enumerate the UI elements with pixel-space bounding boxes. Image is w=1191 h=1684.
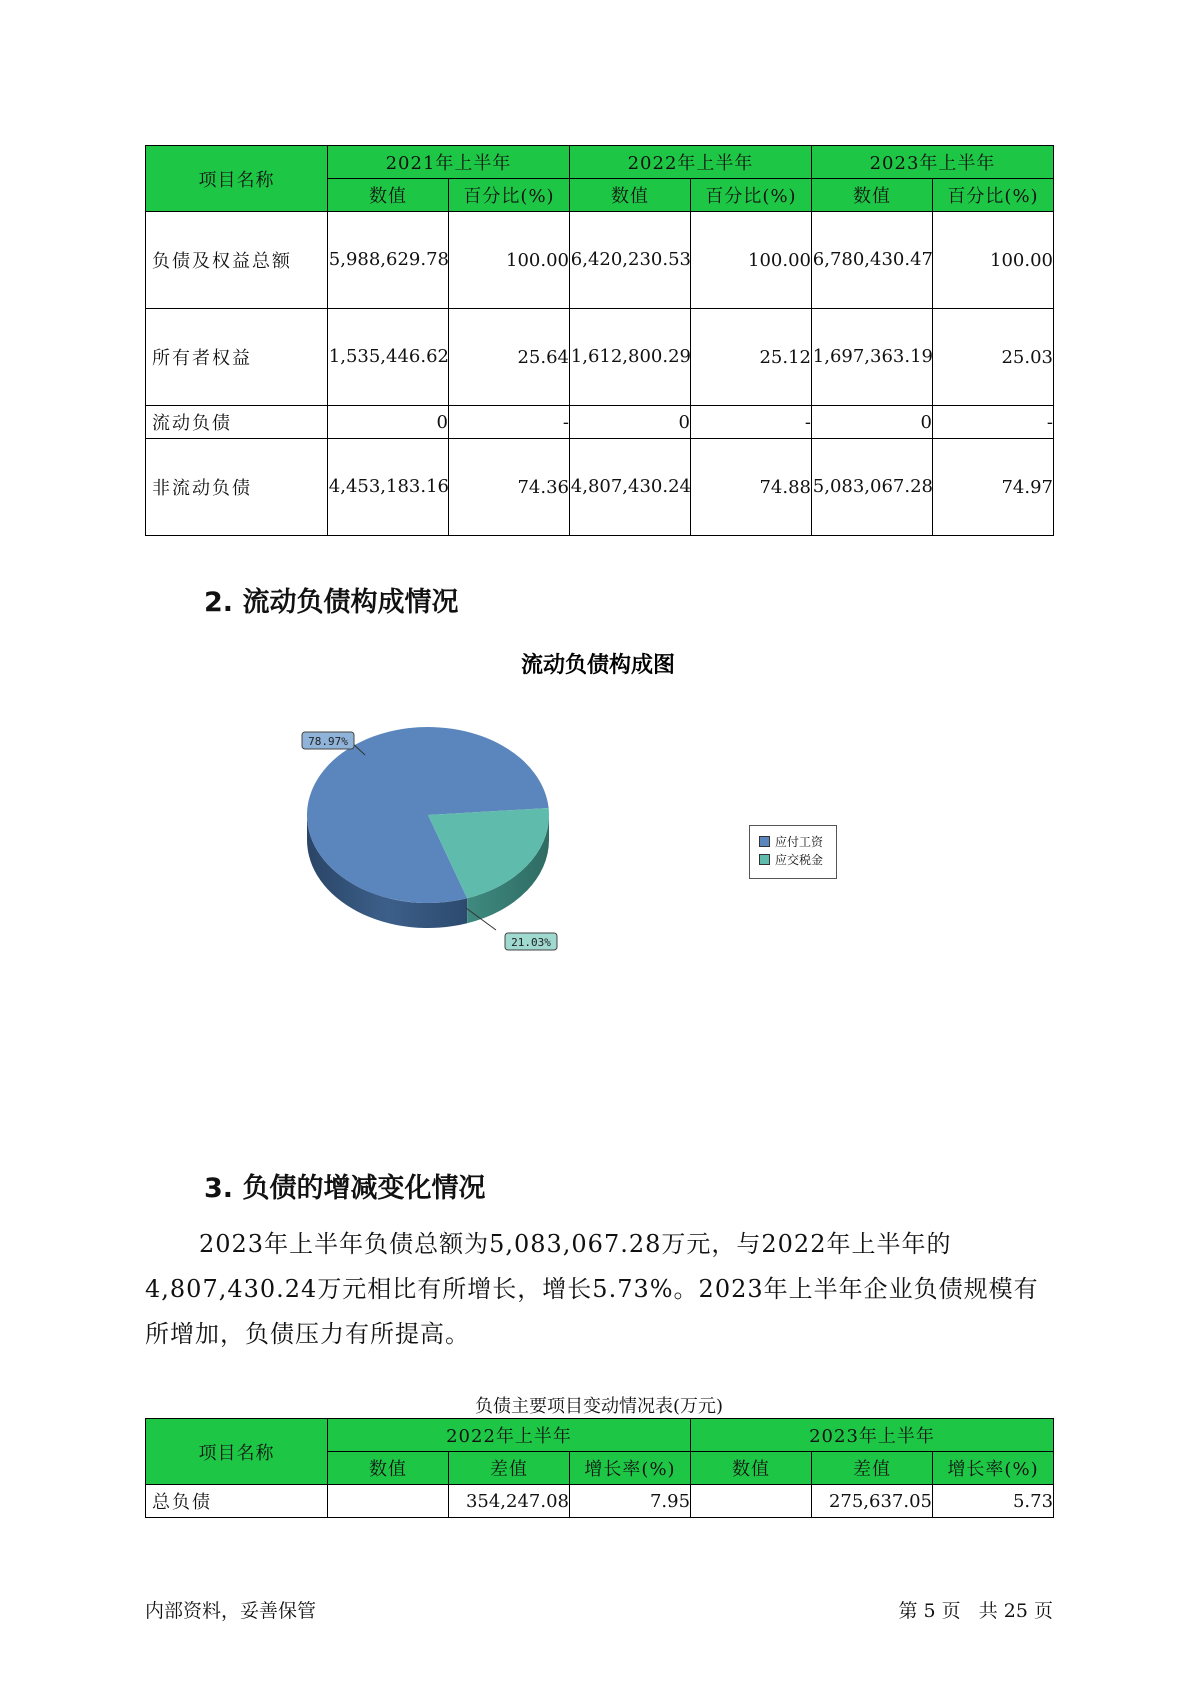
cell-percent: 25.03 [933, 309, 1054, 406]
section-2-heading: 2. 流动负债构成情况 [204, 587, 459, 618]
cell-percent: 100.00 [449, 212, 570, 309]
cell-value: 5,083,067.28 [812, 476, 933, 497]
table-row [146, 439, 1054, 536]
footer-page-number: 第 5 页 共 25 页 [898, 1600, 1053, 1622]
chart-legend [749, 825, 837, 879]
legend-item [759, 850, 836, 868]
body-paragraph: 2023年上半年负债总额为5,083,067.28万元，与2022年上半年的4,807,430.24万元相比有所增长，增长5.73%。2023年上半年企业负债规模有所增加，负债压力有所提高。 [145, 1230, 1039, 1348]
row-label: 所有者权益 [146, 309, 328, 406]
cell-percent: - [691, 406, 812, 439]
cell-value: 1,697,363.19 [812, 346, 933, 367]
cell-value: 0 [570, 406, 691, 439]
cell-growth: 7.95 [570, 1485, 691, 1518]
pie-chart [0, 640, 1191, 1060]
cell-value: 1,535,446.62 [328, 346, 449, 367]
cell-value [691, 1485, 812, 1518]
cell-percent: 25.64 [449, 309, 570, 406]
header-value: 数值 [570, 179, 691, 212]
table-row [146, 309, 1054, 406]
row-label: 非流动负债 [146, 439, 328, 536]
header-percent: 百分比(%) [691, 179, 812, 212]
cell-percent: 74.36 [449, 439, 570, 536]
cell-percent: 100.00 [691, 212, 812, 309]
data-label-taxes: 21.03% [511, 936, 551, 949]
cell-value: 4,807,430.24 [570, 476, 691, 497]
legend-item [759, 832, 836, 850]
header-percent: 百分比(%) [449, 179, 570, 212]
section-3-heading: 3. 负债的增减变化情况 [204, 1173, 486, 1204]
row-label: 负债及权益总额 [146, 212, 328, 309]
header-diff: 差值 [812, 1452, 933, 1485]
cell-value: 6,780,430.47 [812, 249, 933, 270]
cell-value: 0 [812, 406, 933, 439]
header-year-2022: 2022年上半年 [328, 1419, 691, 1452]
cell-value [328, 1485, 449, 1518]
header-year-2023: 2023年上半年 [812, 146, 1054, 179]
header-year-2023: 2023年上半年 [691, 1419, 1054, 1452]
row-label: 总负债 [146, 1485, 328, 1518]
header-value: 数值 [812, 179, 933, 212]
cell-value: 1,612,800.29 [570, 346, 691, 367]
legend-label: 应付工资 [775, 834, 824, 849]
header-value: 数值 [328, 179, 449, 212]
header-percent: 百分比(%) [933, 179, 1054, 212]
table-row [146, 406, 1054, 439]
header-growth: 增长率(%) [933, 1452, 1054, 1485]
cell-value: 0 [328, 406, 449, 439]
row-label: 流动负债 [146, 406, 328, 439]
legend-swatch [759, 836, 770, 847]
cell-percent: 100.00 [933, 212, 1054, 309]
header-item-name: 项目名称 [146, 146, 328, 212]
cell-value: 5,988,629.78 [328, 249, 449, 270]
cell-percent: - [449, 406, 570, 439]
header-year-2022: 2022年上半年 [570, 146, 812, 179]
header-item-name: 项目名称 [146, 1419, 328, 1485]
cell-diff: 354,247.08 [449, 1485, 570, 1518]
data-label-wages: 78.97% [308, 735, 348, 748]
chart-title: 流动负债构成图 [520, 653, 676, 678]
footer-left: 内部资料，妥善保管 [145, 1600, 317, 1622]
legend-swatch [759, 854, 770, 865]
cell-value: 6,420,230.53 [570, 249, 691, 270]
header-value: 数值 [691, 1452, 812, 1485]
header-year-2021: 2021年上半年 [328, 146, 570, 179]
header-diff: 差值 [449, 1452, 570, 1485]
table-row [146, 1485, 1054, 1518]
header-value: 数值 [328, 1452, 449, 1485]
table-row [146, 212, 1054, 309]
cell-value: 4,453,183.16 [328, 476, 449, 497]
cell-growth: 5.73 [933, 1485, 1054, 1518]
table-caption: 负债主要项目变动情况表(万元) [474, 1396, 724, 1417]
cell-percent: 74.97 [933, 439, 1054, 536]
liability-change-table [145, 1418, 1054, 1518]
cell-diff: 275,637.05 [812, 1485, 933, 1518]
balance-table [145, 145, 1054, 536]
cell-percent: 74.88 [691, 439, 812, 536]
cell-percent: 25.12 [691, 309, 812, 406]
legend-label: 应交税金 [775, 852, 824, 867]
header-growth: 增长率(%) [570, 1452, 691, 1485]
cell-percent: - [933, 406, 1054, 439]
